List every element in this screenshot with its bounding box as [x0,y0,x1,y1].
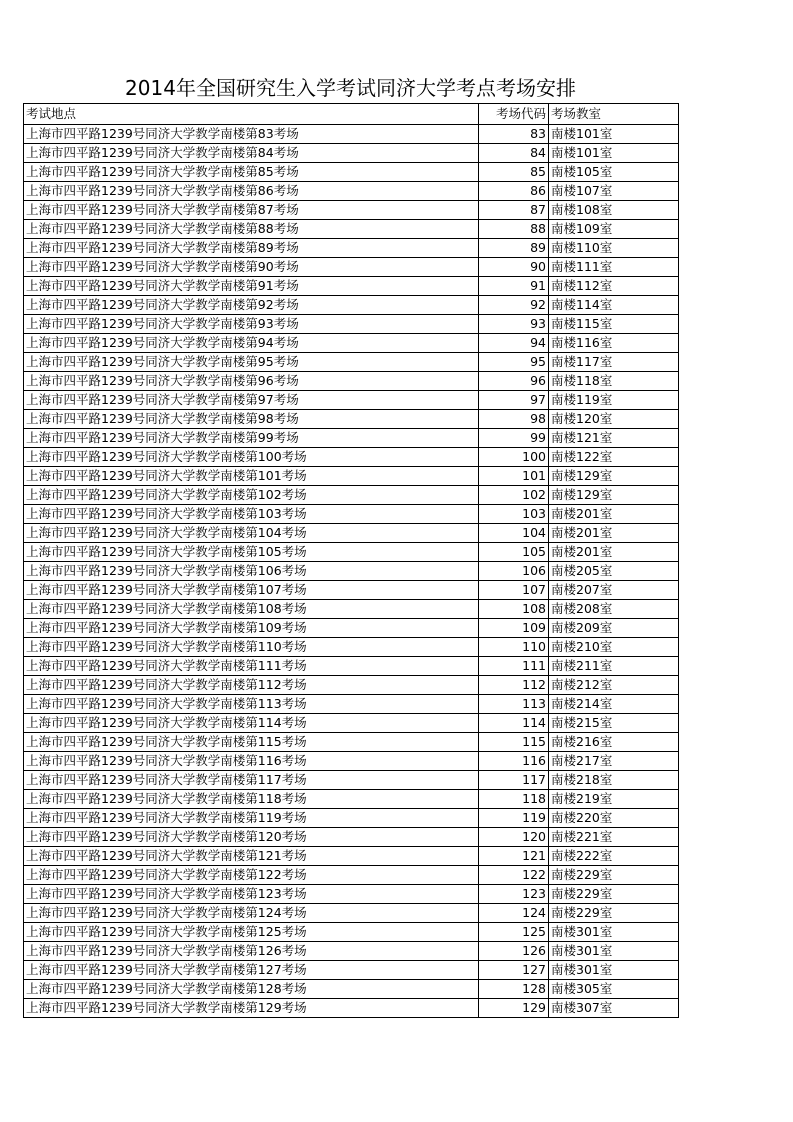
cell-location: 上海市四平路1239号同济大学教学南楼第95考场 [24,353,479,372]
cell-code: 129 [479,999,549,1018]
table-row [24,353,679,372]
table-body [24,104,679,1018]
cell-code: 126 [479,942,549,961]
table-row [24,923,679,942]
cell-code: 105 [479,543,549,562]
cell-location: 上海市四平路1239号同济大学教学南楼第127考场 [24,961,479,980]
cell-room: 南楼116室 [549,334,679,353]
cell-room: 南楼111室 [549,258,679,277]
cell-code: 121 [479,847,549,866]
table-row [24,524,679,543]
cell-room: 南楼115室 [549,315,679,334]
table-row [24,448,679,467]
table-row [24,486,679,505]
cell-room: 南楼212室 [549,676,679,695]
cell-location: 上海市四平路1239号同济大学教学南楼第84考场 [24,144,479,163]
table-row [24,619,679,638]
cell-room: 南楼205室 [549,562,679,581]
table-row [24,828,679,847]
cell-room: 南楼201室 [549,505,679,524]
cell-code: 117 [479,771,549,790]
cell-room: 南楼108室 [549,201,679,220]
cell-code: 89 [479,239,549,258]
cell-code: 98 [479,410,549,429]
table-row [24,144,679,163]
cell-code: 94 [479,334,549,353]
cell-location: 上海市四平路1239号同济大学教学南楼第106考场 [24,562,479,581]
cell-room: 南楼122室 [549,448,679,467]
cell-code: 124 [479,904,549,923]
table-row [24,467,679,486]
cell-room: 南楼119室 [549,391,679,410]
cell-code: 118 [479,790,549,809]
cell-room: 南楼201室 [549,543,679,562]
cell-location: 上海市四平路1239号同济大学教学南楼第96考场 [24,372,479,391]
cell-location: 上海市四平路1239号同济大学教学南楼第118考场 [24,790,479,809]
header-code: 考场代码 [479,104,549,125]
cell-room: 南楼214室 [549,695,679,714]
cell-room: 南楼121室 [549,429,679,448]
cell-location: 上海市四平路1239号同济大学教学南楼第110考场 [24,638,479,657]
cell-location: 上海市四平路1239号同济大学教学南楼第85考场 [24,163,479,182]
cell-location: 上海市四平路1239号同济大学教学南楼第93考场 [24,315,479,334]
cell-room: 南楼129室 [549,486,679,505]
cell-location: 上海市四平路1239号同济大学教学南楼第100考场 [24,448,479,467]
cell-location: 上海市四平路1239号同济大学教学南楼第112考场 [24,676,479,695]
cell-code: 95 [479,353,549,372]
cell-code: 114 [479,714,549,733]
cell-location: 上海市四平路1239号同济大学教学南楼第109考场 [24,619,479,638]
table-row [24,182,679,201]
cell-code: 115 [479,733,549,752]
cell-location: 上海市四平路1239号同济大学教学南楼第117考场 [24,771,479,790]
cell-room: 南楼109室 [549,220,679,239]
table-row [24,220,679,239]
cell-room: 南楼101室 [549,144,679,163]
cell-code: 102 [479,486,549,505]
cell-code: 123 [479,885,549,904]
table-row [24,372,679,391]
cell-location: 上海市四平路1239号同济大学教学南楼第105考场 [24,543,479,562]
cell-location: 上海市四平路1239号同济大学教学南楼第119考场 [24,809,479,828]
cell-location: 上海市四平路1239号同济大学教学南楼第120考场 [24,828,479,847]
cell-code: 106 [479,562,549,581]
cell-location: 上海市四平路1239号同济大学教学南楼第125考场 [24,923,479,942]
table-row [24,866,679,885]
cell-location: 上海市四平路1239号同济大学教学南楼第128考场 [24,980,479,999]
cell-location: 上海市四平路1239号同济大学教学南楼第107考场 [24,581,479,600]
table-row [24,410,679,429]
cell-location: 上海市四平路1239号同济大学教学南楼第83考场 [24,125,479,144]
table-row [24,201,679,220]
cell-code: 127 [479,961,549,980]
cell-code: 128 [479,980,549,999]
cell-room: 南楼110室 [549,239,679,258]
table-row [24,790,679,809]
cell-code: 86 [479,182,549,201]
cell-location: 上海市四平路1239号同济大学教学南楼第99考场 [24,429,479,448]
table-row [24,562,679,581]
cell-room: 南楼117室 [549,353,679,372]
cell-code: 122 [479,866,549,885]
cell-location: 上海市四平路1239号同济大学教学南楼第98考场 [24,410,479,429]
cell-room: 南楼208室 [549,600,679,619]
cell-code: 91 [479,277,549,296]
table-header-row [24,104,679,125]
cell-location: 上海市四平路1239号同济大学教学南楼第115考场 [24,733,479,752]
cell-location: 上海市四平路1239号同济大学教学南楼第129考场 [24,999,479,1018]
cell-room: 南楼118室 [549,372,679,391]
cell-location: 上海市四平路1239号同济大学教学南楼第86考场 [24,182,479,201]
cell-location: 上海市四平路1239号同济大学教学南楼第88考场 [24,220,479,239]
table-row [24,125,679,144]
cell-location: 上海市四平路1239号同济大学教学南楼第97考场 [24,391,479,410]
table-row [24,657,679,676]
cell-code: 87 [479,201,549,220]
table-row [24,999,679,1018]
cell-location: 上海市四平路1239号同济大学教学南楼第111考场 [24,657,479,676]
cell-location: 上海市四平路1239号同济大学教学南楼第121考场 [24,847,479,866]
cell-location: 上海市四平路1239号同济大学教学南楼第126考场 [24,942,479,961]
cell-code: 92 [479,296,549,315]
cell-code: 100 [479,448,549,467]
cell-code: 88 [479,220,549,239]
table-row [24,543,679,562]
cell-code: 119 [479,809,549,828]
header-location: 考试地点 [24,104,479,125]
cell-room: 南楼105室 [549,163,679,182]
table-row [24,752,679,771]
table-row [24,885,679,904]
table-row [24,809,679,828]
cell-location: 上海市四平路1239号同济大学教学南楼第114考场 [24,714,479,733]
cell-room: 南楼101室 [549,125,679,144]
cell-room: 南楼217室 [549,752,679,771]
cell-location: 上海市四平路1239号同济大学教学南楼第87考场 [24,201,479,220]
cell-room: 南楼305室 [549,980,679,999]
cell-room: 南楼207室 [549,581,679,600]
cell-location: 上海市四平路1239号同济大学教学南楼第90考场 [24,258,479,277]
cell-room: 南楼301室 [549,942,679,961]
table-row [24,638,679,657]
page-title: 2014年全国研究生入学考试同济大学考点考场安排 [125,76,576,100]
cell-code: 116 [479,752,549,771]
header-room: 考场教室 [549,104,679,125]
cell-code: 107 [479,581,549,600]
cell-code: 99 [479,429,549,448]
cell-location: 上海市四平路1239号同济大学教学南楼第94考场 [24,334,479,353]
table-row [24,505,679,524]
cell-location: 上海市四平路1239号同济大学教学南楼第113考场 [24,695,479,714]
cell-code: 85 [479,163,549,182]
cell-room: 南楼209室 [549,619,679,638]
table-row [24,847,679,866]
cell-room: 南楼307室 [549,999,679,1018]
cell-location: 上海市四平路1239号同济大学教学南楼第91考场 [24,277,479,296]
cell-code: 104 [479,524,549,543]
cell-room: 南楼301室 [549,923,679,942]
cell-room: 南楼211室 [549,657,679,676]
cell-room: 南楼112室 [549,277,679,296]
cell-code: 112 [479,676,549,695]
cell-code: 83 [479,125,549,144]
cell-code: 125 [479,923,549,942]
table-row [24,695,679,714]
cell-room: 南楼107室 [549,182,679,201]
cell-code: 90 [479,258,549,277]
cell-location: 上海市四平路1239号同济大学教学南楼第89考场 [24,239,479,258]
table-row [24,296,679,315]
table-row [24,904,679,923]
table-row [24,980,679,999]
cell-location: 上海市四平路1239号同济大学教学南楼第124考场 [24,904,479,923]
table-row [24,429,679,448]
cell-room: 南楼129室 [549,467,679,486]
cell-room: 南楼229室 [549,866,679,885]
cell-location: 上海市四平路1239号同济大学教学南楼第101考场 [24,467,479,486]
table-row [24,676,679,695]
cell-room: 南楼216室 [549,733,679,752]
table-row [24,258,679,277]
cell-code: 101 [479,467,549,486]
cell-room: 南楼201室 [549,524,679,543]
table-row [24,391,679,410]
table-row [24,581,679,600]
cell-location: 上海市四平路1239号同济大学教学南楼第102考场 [24,486,479,505]
cell-code: 113 [479,695,549,714]
cell-room: 南楼215室 [549,714,679,733]
table-row [24,942,679,961]
cell-room: 南楼221室 [549,828,679,847]
cell-code: 84 [479,144,549,163]
exam-room-table [23,103,679,1018]
cell-room: 南楼229室 [549,885,679,904]
cell-location: 上海市四平路1239号同济大学教学南楼第92考场 [24,296,479,315]
cell-room: 南楼219室 [549,790,679,809]
cell-code: 109 [479,619,549,638]
cell-location: 上海市四平路1239号同济大学教学南楼第123考场 [24,885,479,904]
cell-location: 上海市四平路1239号同济大学教学南楼第103考场 [24,505,479,524]
cell-location: 上海市四平路1239号同济大学教学南楼第104考场 [24,524,479,543]
table-row [24,163,679,182]
table-row [24,771,679,790]
cell-room: 南楼120室 [549,410,679,429]
cell-code: 96 [479,372,549,391]
cell-location: 上海市四平路1239号同济大学教学南楼第108考场 [24,600,479,619]
cell-code: 108 [479,600,549,619]
table-row [24,733,679,752]
cell-room: 南楼210室 [549,638,679,657]
cell-code: 103 [479,505,549,524]
cell-code: 120 [479,828,549,847]
table-row [24,334,679,353]
table-row [24,714,679,733]
cell-room: 南楼114室 [549,296,679,315]
cell-code: 93 [479,315,549,334]
cell-code: 97 [479,391,549,410]
cell-room: 南楼301室 [549,961,679,980]
cell-code: 110 [479,638,549,657]
cell-code: 111 [479,657,549,676]
cell-room: 南楼222室 [549,847,679,866]
table-row [24,600,679,619]
cell-room: 南楼229室 [549,904,679,923]
table-row [24,277,679,296]
table-row [24,961,679,980]
table-row [24,315,679,334]
cell-room: 南楼218室 [549,771,679,790]
cell-location: 上海市四平路1239号同济大学教学南楼第116考场 [24,752,479,771]
table-row [24,239,679,258]
cell-room: 南楼220室 [549,809,679,828]
cell-location: 上海市四平路1239号同济大学教学南楼第122考场 [24,866,479,885]
